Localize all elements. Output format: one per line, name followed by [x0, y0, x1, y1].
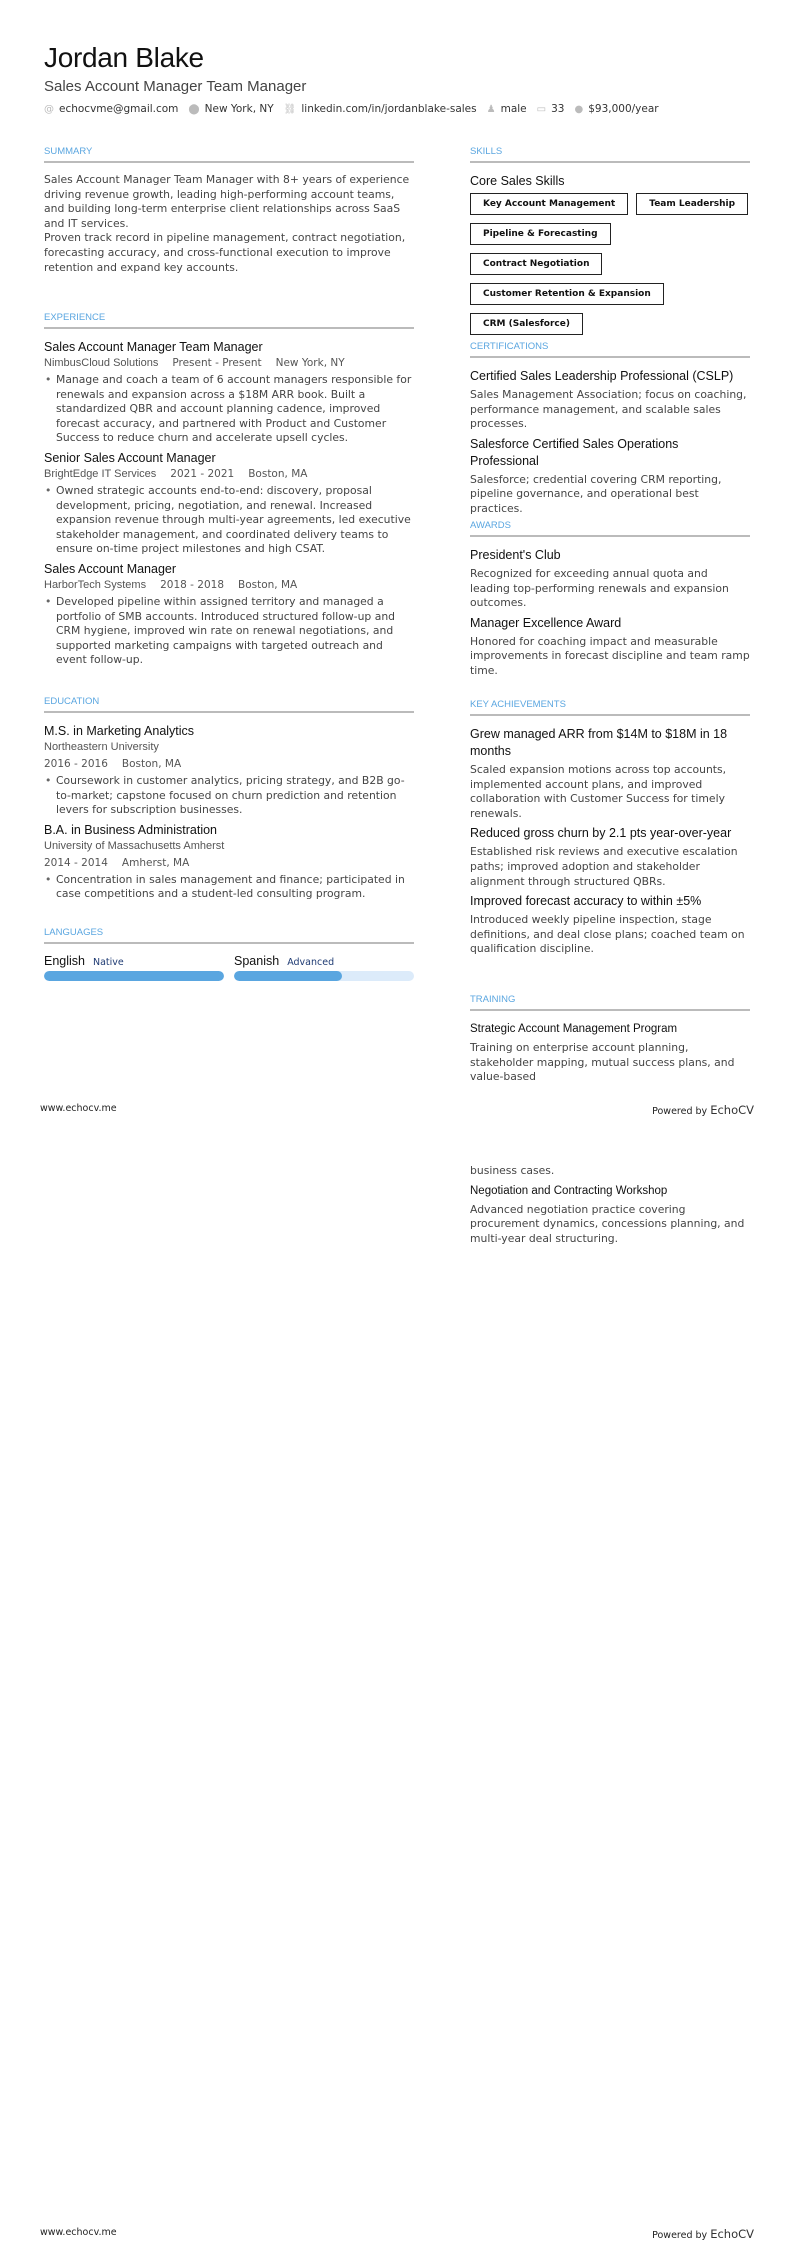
- job-meta: [44, 578, 414, 593]
- job-location: Boston, MA: [248, 467, 308, 480]
- award-title: Manager Excellence Award: [470, 615, 622, 630]
- brand-logo: EchoCV: [710, 1103, 754, 1117]
- job-dates: 2018 - 2018: [160, 578, 225, 591]
- job-dates: Present - Present: [172, 357, 262, 369]
- experience-item: [44, 339, 414, 446]
- certifications-section: [470, 341, 750, 521]
- link-icon: ⛓: [283, 103, 297, 115]
- experience-item: [44, 450, 414, 557]
- contact-text: echocvme@gmail.com: [59, 103, 179, 115]
- edu-location: Amherst, MA: [121, 856, 190, 869]
- contact-item: [537, 103, 565, 115]
- training-title: Strategic Account Management Program: [470, 1023, 678, 1035]
- bullet-item: • Owned strategic accounts end-to-end: discovery, proposal development, pricing, negotiation, and renewal. Increased expansion revenue through multi-year agreements, led executive stakeholder management, and coordinated delivery teams to ensure on-time project milestones and high CSAT.: [44, 484, 414, 557]
- proficiency-bar: [234, 971, 414, 981]
- edu-dates: 2016 - 2016: [44, 758, 108, 770]
- achievement-title: Reduced gross churn by 2.1 pts year-over-year: [470, 826, 732, 841]
- edu-bullets: [44, 774, 414, 818]
- achievement-desc: Introduced weekly pipeline inspection, stage definitions, and deal close plans; coached team on qualification discipline.: [470, 913, 745, 956]
- job-title: Sales Account Manager Team Manager: [44, 340, 263, 354]
- education-item: [44, 822, 414, 902]
- skill-tag: Team Leadership: [636, 193, 748, 215]
- job-title: Sales Account Manager: [44, 561, 177, 576]
- edu-dates: 2014 - 2014: [44, 856, 108, 869]
- section-heading: SKILLS: [470, 146, 750, 163]
- section-heading: SUMMARY: [44, 146, 414, 163]
- proficiency-bar: [44, 971, 224, 981]
- bullet-item: • Coursework in customer analytics, pricing strategy, and B2B go-to-market; capstone focused on churn prediction and retention levers for subscription businesses.: [44, 774, 414, 818]
- section-heading: TRAINING: [470, 994, 750, 1011]
- training-title: Negotiation and Contracting Workshop: [470, 1184, 668, 1197]
- achievement-desc: Established risk reviews and executive escalation paths; improved adoption and stakeholder alignment through structured QBRs.: [470, 845, 738, 888]
- language-item: [234, 954, 414, 981]
- contact-item: [574, 103, 658, 115]
- language-label: [44, 954, 224, 968]
- degree: B.A. in Business Administration: [44, 822, 217, 837]
- training-desc: business cases.: [470, 1164, 555, 1177]
- experience-section: [44, 312, 414, 672]
- language-item: [44, 954, 224, 981]
- company-name: NimbusCloud Solutions: [44, 357, 159, 369]
- skill-tag: Pipeline & Forecasting: [470, 223, 611, 245]
- achievement-desc: Scaled expansion motions across top accounts, implemented account plans, and improved collaboration with Customer Success for timely renewals.: [470, 763, 727, 820]
- skill-group-title: Core Sales Skills: [470, 174, 565, 188]
- certification-item: [470, 368, 750, 432]
- job-meta: [44, 356, 414, 371]
- job-location: New York, NY: [275, 357, 345, 369]
- skills-section: [470, 146, 750, 335]
- experience-item: [44, 561, 414, 668]
- achievement-title: Grew managed ARR from $14M to $18M in 18 months: [470, 727, 728, 758]
- section-heading: CERTIFICATIONS: [470, 341, 750, 358]
- at-icon: @: [44, 103, 54, 115]
- summary-section: [44, 146, 414, 275]
- section-heading: KEY ACHIEVEMENTS: [470, 699, 750, 716]
- proficiency-fill: [234, 971, 342, 981]
- section-heading: EXPERIENCE: [44, 312, 414, 329]
- contact-item: [44, 103, 178, 115]
- bullet-item: • Developed pipeline within assigned territory and managed a portfolio of SMB accounts. Introduced structured follow-up and CRM hygiene, improved win rate on renewal negotiations, and supported marketing campaigns with targeted outreach and event follow-up.: [44, 595, 414, 668]
- languages-section: [44, 927, 414, 981]
- certification-desc: Sales Management Association; focus on coaching, performance management, and scalable sales processes.: [470, 388, 747, 431]
- training-section: [470, 994, 750, 1085]
- powered-by-label: Powered by: [652, 1106, 708, 1117]
- footer-site-link[interactable]: www.echocv.me: [40, 2227, 117, 2238]
- contact-text: $93,000/year: [588, 103, 659, 115]
- training-continued: [470, 1164, 750, 1246]
- education-item: [44, 723, 414, 818]
- section-heading: LANGUAGES: [44, 927, 414, 944]
- contact-item: [284, 103, 477, 115]
- skill-tag: Key Account Management: [470, 193, 628, 215]
- candidate-name: Jordan Blake: [44, 42, 204, 73]
- language-name: Spanish: [234, 954, 280, 968]
- awards-section: [470, 520, 750, 683]
- bullet-item: • Manage and coach a team of 6 account managers responsible for renewals and expansion across a $18M ARR book. Built a standardized QBR and account planning cadence, improved forecast accuracy, and partnered with Product and Customer Success to reduce churn and accelerate upsell cycles.: [44, 373, 414, 446]
- job-meta: [44, 467, 414, 482]
- achievement-item: [470, 726, 750, 821]
- page-footer: [40, 2227, 754, 2241]
- school-name: University of Massachusetts Amherst: [44, 839, 225, 852]
- training-desc: Advanced negotiation practice covering procurement dynamics, concessions planning, and multi-year deal structuring.: [470, 1202, 745, 1245]
- job-bullets: [44, 373, 414, 446]
- edu-bullets: [44, 873, 414, 902]
- contact-text: male: [500, 103, 527, 115]
- award-desc: Honored for coaching impact and measurable improvements in forecast discipline and team ramp time.: [470, 634, 750, 677]
- achievement-title: Improved forecast accuracy to within ±5%: [470, 894, 702, 909]
- page-footer: [40, 1103, 754, 1117]
- achievements-section: [470, 699, 750, 961]
- powered-by-label: Powered by: [652, 2230, 708, 2241]
- summary-text: Proven track record in pipeline management, contract negotiation, forecasting accuracy, and cross-functional execution to improve retention and expand key accounts.: [44, 231, 406, 274]
- award-title: President's Club: [470, 548, 561, 562]
- certification-item: [470, 436, 750, 517]
- training-desc: Training on enterprise account planning, stakeholder mapping, mutual success plans, and value-based: [470, 1041, 735, 1084]
- contact-item: [487, 103, 527, 115]
- award-item: [470, 547, 750, 611]
- language-level: Advanced: [287, 957, 335, 968]
- edu-location: Boston, MA: [121, 758, 182, 770]
- summary-text: Sales Account Manager Team Manager with 8+ years of experience driving revenue growth, leading high-performing account teams, and building long-term enterprise client relationships across SaaS and IT services.: [44, 173, 410, 230]
- certification-title: Certified Sales Leadership Professional (CSLP): [470, 369, 734, 383]
- skill-tag: Customer Retention & Expansion: [470, 283, 664, 305]
- section-heading: EDUCATION: [44, 696, 414, 713]
- calendar-icon: ▭: [536, 103, 547, 115]
- contact-bar: [44, 103, 659, 115]
- education-section: [44, 696, 414, 906]
- school-name: Northeastern University: [44, 741, 159, 753]
- award-desc: Recognized for exceeding annual quota and leading top-performing renewals and expansion outcomes.: [470, 567, 729, 610]
- achievement-item: [470, 825, 750, 889]
- award-item: [470, 615, 750, 679]
- certification-title: Salesforce Certified Sales Operations Professional: [470, 436, 679, 468]
- contact-text: 33: [551, 103, 565, 115]
- brand-logo: EchoCV: [710, 2227, 754, 2241]
- edu-meta: [44, 757, 414, 772]
- job-bullets: [44, 484, 414, 557]
- job-dates: 2021 - 2021: [170, 467, 235, 480]
- job-location: Boston, MA: [238, 578, 298, 591]
- language-level: Native: [93, 957, 124, 968]
- location-pin-icon: ⬤: [188, 103, 200, 115]
- edu-meta: [44, 856, 414, 871]
- certification-desc: Salesforce; credential covering CRM reporting, pipeline governance, and operational best practices.: [470, 472, 722, 515]
- company-name: BrightEdge IT Services: [44, 467, 157, 480]
- degree: M.S. in Marketing Analytics: [44, 724, 195, 738]
- achievement-item: [470, 893, 750, 957]
- contact-text: linkedin.com/in/jordanblake-sales: [301, 103, 477, 115]
- footer-powered: [652, 2227, 754, 2241]
- contact-text: New York, NY: [204, 103, 274, 115]
- footer-powered: [652, 1103, 754, 1117]
- proficiency-fill: [44, 971, 224, 981]
- school: [44, 740, 414, 755]
- skill-tag: Contract Negotiation: [470, 253, 602, 275]
- footer-site-link[interactable]: www.echocv.me: [40, 1103, 117, 1114]
- job-title: Senior Sales Account Manager: [44, 450, 216, 465]
- contact-item: [188, 103, 273, 115]
- language-name: English: [44, 954, 85, 968]
- bullet-item: • Concentration in sales management and finance; participated in case competitions and a student-led consulting program.: [44, 873, 414, 902]
- language-label: [234, 954, 414, 968]
- school: [44, 839, 414, 854]
- company-name: HarborTech Systems: [44, 578, 147, 591]
- person-icon: ♟: [486, 103, 496, 115]
- salary-icon: ●: [574, 103, 584, 115]
- job-bullets: [44, 595, 414, 668]
- section-heading: AWARDS: [470, 520, 750, 537]
- skill-tag: CRM (Salesforce): [470, 313, 583, 335]
- candidate-title: Sales Account Manager Team Manager: [44, 78, 307, 95]
